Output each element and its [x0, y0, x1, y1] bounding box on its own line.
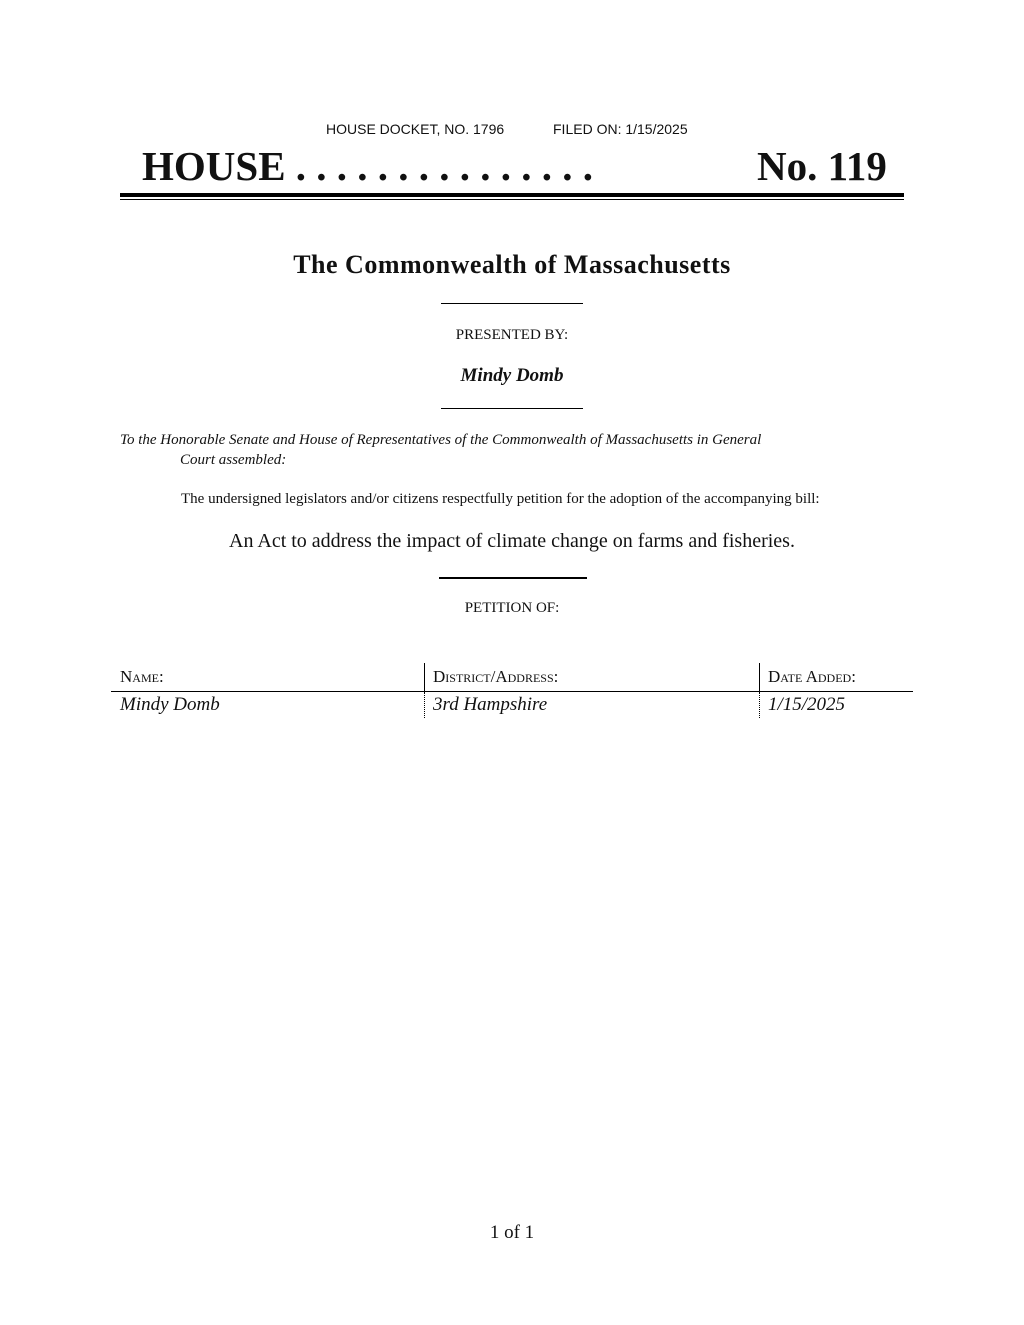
- column-separator: [424, 663, 425, 691]
- header-rule-thin: [120, 199, 904, 200]
- petitioner-date-added: 1/15/2025: [768, 694, 846, 715]
- address-line: Court assembled:: [180, 452, 287, 468]
- column-header-district: District/Address:: [433, 667, 559, 686]
- docket-number: HOUSE DOCKET, NO. 1796: [326, 121, 505, 137]
- address-line: To the Honorable Senate and House of Representatives of the Commonwealth of Massachusetts in General: [120, 432, 762, 448]
- petitioner-district: 3rd Hampshire: [433, 694, 548, 715]
- address-block: [120, 430, 880, 470]
- divider-rule: [441, 408, 583, 409]
- presenter-name: Mindy Domb: [460, 365, 564, 386]
- bill-number: No. 119: [757, 143, 887, 189]
- petitioner-name: Mindy Domb: [120, 694, 220, 715]
- divider-rule: [441, 303, 583, 304]
- presented-by-label: PRESENTED BY:: [455, 327, 569, 343]
- docket-line: [0, 121, 1024, 139]
- chamber-title: HOUSE . . . . . . . . . . . . . . .: [142, 143, 594, 189]
- column-header-date: Date Added:: [768, 667, 856, 686]
- header-rule: [120, 193, 904, 197]
- filed-on-date: FILED ON: 1/15/2025: [553, 121, 688, 137]
- act-title: An Act to address the impact of climate change on farms and fisheries.: [229, 530, 795, 552]
- petition-of-label: PETITION OF:: [464, 600, 560, 616]
- column-header-name: Name:: [120, 667, 164, 686]
- petition-statement: The undersigned legislators and/or citizens respectfully petition for the adoption of the accompanying bill:: [181, 491, 820, 507]
- commonwealth-title: The Commonwealth of Massachusetts: [293, 250, 731, 279]
- table-header-rule: [111, 691, 913, 692]
- column-separator: [424, 692, 425, 718]
- column-separator: [759, 692, 760, 718]
- divider-rule: [439, 577, 587, 579]
- page-number: 1 of 1: [489, 1222, 535, 1243]
- column-separator: [759, 663, 760, 691]
